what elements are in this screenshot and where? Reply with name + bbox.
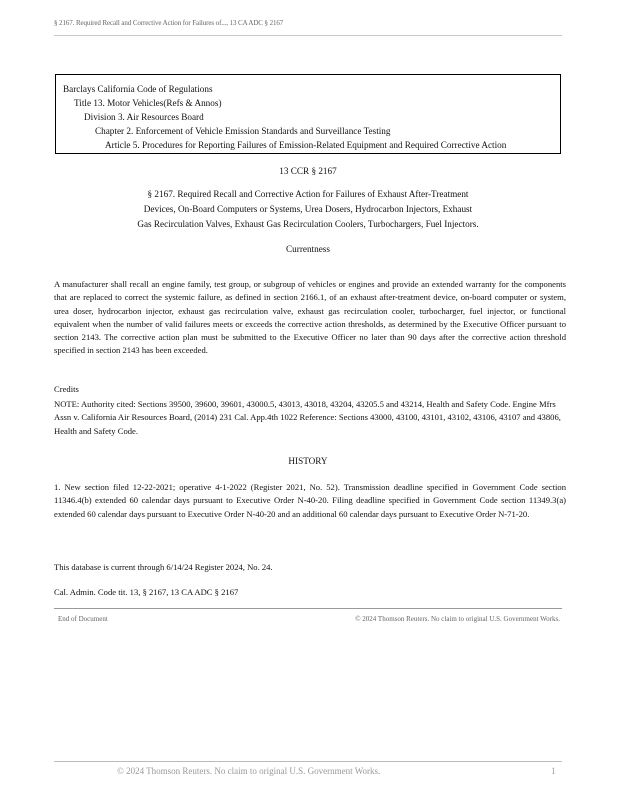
breadcrumb-code[interactable]: Barclays California Code of Regulations [63, 84, 213, 94]
end-divider [54, 608, 562, 609]
credits-note: NOTE: Authority cited: Sections 39500, 39600, 39601, 43000.5, 43013, 43018, 43204, 43205.5 and 43214, Health and Safety Code. Engine Mfrs Assn v. California Air Resources Board, (2014) 231 Cal. App.4th 1022 Reference: Sections 43000, 43100, 43101, 43102, 43106, 43107 and 43806, Health and Safety Code. [54, 399, 561, 436]
footer-divider [54, 761, 562, 762]
running-header: § 2167. Required Recall and Corrective Action for Failures of..., 13 CA ADC § 2167 [54, 19, 284, 27]
history-label: HISTORY [288, 456, 328, 466]
body-text: A manufacturer shall recall an engine family, test group, or subgroup of vehicles or engines and provide an extended warranty for the components that are replaced to correct the systemic failure, as defined in section 2166.1, of an exhaust after-treatment device, on-board computer or system, urea doser, hydrocarbon injector, exhaust gas recirculation valve, exhaust gas recirculation cooler, turbocharger, fuel injector, or functional equivalent when the number of valid failures meets or exceeds the corrective action thresholds, as determined by the Executive Officer pursuant to section 2143. The corrective action plan must be submitted to the Executive Officer no later than 90 days after the corrective action threshold specified in section 2143 has been exceeded. [54, 279, 566, 356]
breadcrumb-article[interactable]: Article 5. Procedures for Reporting Failures of Emission-Related Equipment and Required Corrective Action [105, 140, 507, 150]
header-divider [54, 35, 562, 36]
cite-line: Cal. Admin. Code tit. 13, § 2167, 13 CA ADC § 2167 [54, 587, 239, 597]
footer-copyright: © 2024 Thomson Reuters. No claim to original U.S. Government Works. [117, 766, 381, 776]
citation: 13 CCR § 2167 [279, 166, 337, 176]
history-text: 1. New section filed 12-22-2021; operative 4-1-2022 (Register 2021, No. 52). Transmission deadline specified in Government Code section 11346.4(b) extended 60 calendar days pursuant to Executive Order N-40-20. Filing deadline specified in Government Code section 11349.3(a) extended 60 calendar days pursuant to Executive Order N-40-20 and an additional 60 calendar days pursuant to Executive Order N-71-20. [54, 482, 566, 519]
section-title-line-1: § 2167. Required Recall and Corrective Action for Failures of Exhaust After-Treatment [147, 189, 469, 199]
end-of-document: End of Document [58, 615, 108, 623]
section-title-line-3: Gas Recirculation Valves, Exhaust Gas Recirculation Coolers, Turbochargers, Fuel Injectors. [137, 219, 479, 229]
currentness-label: Currentness [286, 244, 330, 254]
page-number: 1 [551, 766, 556, 776]
copyright-notice: © 2024 Thomson Reuters. No claim to original U.S. Government Works. [355, 615, 560, 623]
section-title-line-2: Devices, On-Board Computers or Systems, Urea Dosers, Hydrocarbon Injectors, Exhaust [143, 204, 473, 214]
breadcrumb-title[interactable]: Title 13. Motor Vehicles(Refs & Annos) [74, 98, 222, 108]
breadcrumb-chapter[interactable]: Chapter 2. Enforcement of Vehicle Emission Standards and Surveillance Testing [95, 126, 391, 136]
currency-statement: This database is current through 6/14/24 Register 2024, No. 24. [54, 562, 273, 572]
breadcrumb-division[interactable]: Division 3. Air Resources Board [84, 112, 204, 122]
credits-label: Credits [54, 384, 79, 394]
